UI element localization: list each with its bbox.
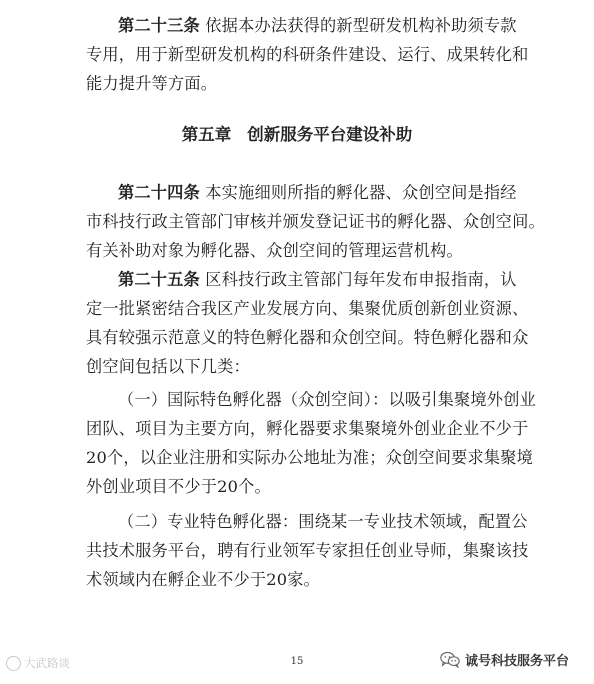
item-1-line-3: 20个，以企业注册和实际办公地址为准；众创空间要求集聚境 bbox=[86, 448, 534, 467]
article-25-line-4: 创空间包括以下几类： bbox=[86, 357, 250, 376]
article-24-label: 第二十四条 bbox=[118, 183, 200, 202]
item-1-line-4: 外创业项目不少于20个。 bbox=[86, 477, 271, 496]
item-1-line-1: （一）国际特色孵化器（众创空间）：以吸引集聚境外创业 bbox=[118, 390, 536, 409]
article-23-line-2: 专用，用于新型研发机构的科研条件建设、运行、成果转化和 bbox=[86, 45, 529, 64]
chapter-heading bbox=[0, 124, 594, 146]
article-23-line-3: 能力提升等方面。 bbox=[86, 74, 218, 93]
article-24-line-3: 有关补助对象为孵化器、众创空间的管理运营机构。 bbox=[86, 241, 463, 260]
article-24-line-2: 市科技行政主管部门审核并颁发登记证书的孵化器、众创空间。 bbox=[86, 212, 545, 231]
wechat-icon bbox=[440, 651, 460, 668]
article-25-text-1: 区科技行政主管部门每年发布申报指南，认 bbox=[205, 270, 517, 289]
article-24-text-1: 本实施细则所指的孵化器、众创空间是指经 bbox=[205, 183, 517, 202]
page-number: 15 bbox=[290, 656, 304, 667]
article-23-line-1 bbox=[118, 16, 517, 36]
article-25-label: 第二十五条 bbox=[118, 270, 200, 289]
article-25-line-1 bbox=[118, 270, 517, 290]
article-24-line-1 bbox=[118, 183, 517, 203]
chapter-number: 第五章 bbox=[181, 125, 232, 144]
watermark-left-text: 大武路谈 bbox=[24, 656, 70, 670]
item-2-line-2: 共技术服务平台，聘有行业领军专家担任创业导师，集聚该技 bbox=[86, 541, 529, 560]
watermark-right bbox=[440, 650, 569, 669]
item-2-line-3: 术领域内在孵企业不少于20家。 bbox=[86, 570, 321, 589]
article-23-label: 第二十三条 bbox=[118, 16, 200, 35]
item-1-line-2: 团队、项目为主要方向，孵化器要求集聚境外创业企业不少于 bbox=[86, 419, 529, 438]
watermark-right-text: 诚号科技服务平台 bbox=[465, 654, 570, 669]
article-25-line-3: 具有较强示范意义的特色孵化器和众创空间。特色孵化器和众 bbox=[86, 328, 529, 347]
article-25-line-2: 定一批紧密结合我区产业发展方向、集聚优质创新创业资源、 bbox=[86, 299, 529, 318]
item-2-line-1: （二）专业特色孵化器：围绕某一专业技术领域，配置公 bbox=[118, 512, 528, 531]
article-23-text-1: 依据本办法获得的新型研发机构补助须专款 bbox=[205, 16, 517, 35]
chapter-title: 创新服务平台建设补助 bbox=[247, 125, 413, 144]
